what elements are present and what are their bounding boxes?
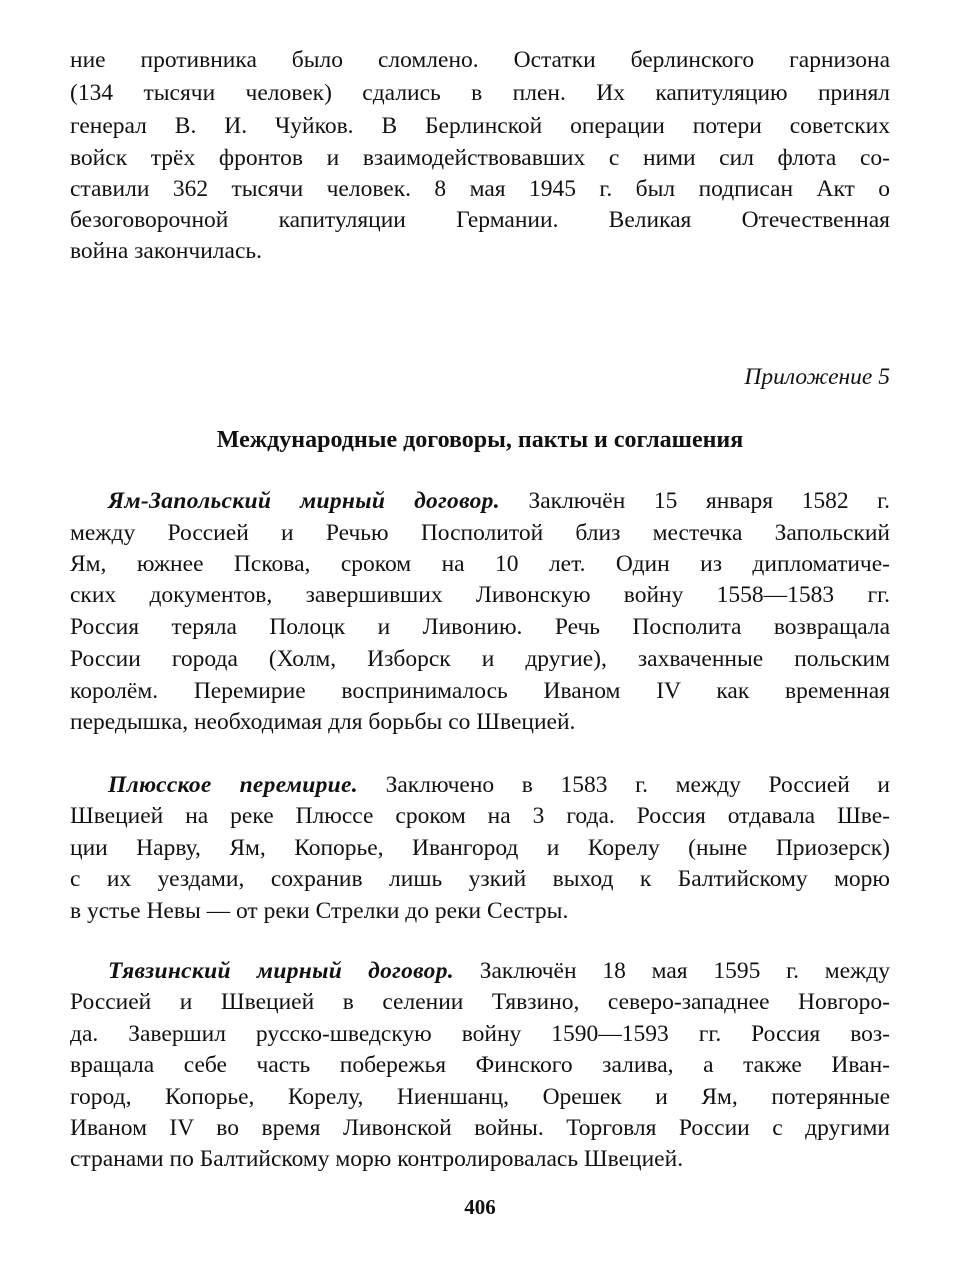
entry-first-line-text: Заключён 15 января 1582 г. <box>499 488 890 514</box>
entry-line: Швецией на реке Плюссе сроком на 3 года. Россия отдавала Шве- <box>70 803 890 829</box>
entry-first-line-text: Заключено в 1583 г. между Россией и <box>357 772 890 798</box>
entry-line: Россией и Швецией в селении Тявзино, северо-западнее Новгоро- <box>70 989 890 1015</box>
entry-line: королём. Перемирие воспринималось Иваном IV как временная <box>70 678 890 704</box>
entry-line: с их уездами, сохранив лишь узкий выход к Балтийскому морю <box>70 866 890 892</box>
page-number: 406 <box>464 1195 496 1219</box>
entry-line: вращала себе часть побережья Финского залива, а также Иван- <box>70 1052 890 1078</box>
entry-line: странами по Балтийскому морю контролировалась Швецией. <box>70 1146 684 1172</box>
intro-line: войск трёх фронтов и взаимодействовавших с ними сил флота со- <box>70 145 890 171</box>
entry-first-line-text: Заключён 18 мая 1595 г. между <box>453 958 890 984</box>
appendix-label: Приложение 5 <box>744 364 890 390</box>
entry-line: ских документов, завершивших Ливонскую войну 1558—1583 гг. <box>70 582 890 608</box>
intro-line: война закончилась. <box>70 238 262 264</box>
entry-line: Россия теряла Полоцк и Ливонию. Речь Посполита возвращала <box>70 614 890 640</box>
entry-line: Иваном IV во время Ливонской войны. Торговля России с другими <box>70 1115 890 1141</box>
entry-line: ции Нарву, Ям, Копорье, Ивангород и Корелу (ныне Приозерск) <box>70 835 890 861</box>
intro-line: генерал В. И. Чуйков. В Берлинской операции потери советских <box>70 113 890 139</box>
entry-line: город, Копорье, Корелу, Ниеншанц, Орешек и Ям, потерянные <box>70 1084 890 1110</box>
entry-first-line <box>70 770 890 801</box>
section-title: Международные договоры, пакты и соглашения <box>216 427 744 453</box>
entry-first-line <box>70 486 890 517</box>
intro-line: безоговорочной капитуляции Германии. Великая Отечественная <box>70 207 890 233</box>
entry-term: Тявзинский мирный договор. <box>108 958 454 984</box>
book-page <box>70 0 890 1268</box>
entry-term: Плюсское перемирие. <box>108 772 358 798</box>
entry-term: Ям-Запольский мирный договор. <box>108 488 500 514</box>
intro-line: ставили 362 тысячи человек. 8 мая 1945 г. был подписан Акт о <box>70 176 890 202</box>
entry-line: передышка, необходимая для борьбы со Швецией. <box>70 709 576 735</box>
entry-line: Ям, южнее Пскова, сроком на 10 лет. Один из дипломатиче- <box>70 551 890 577</box>
entry-line: да. Завершил русско-шведскую войну 1590—1593 гг. Россия воз- <box>70 1021 890 1047</box>
entry-first-line <box>70 956 890 987</box>
entry-line: в устье Невы — от реки Стрелки до реки Сестры. <box>70 898 569 924</box>
entry-line: между Россией и Речью Посполитой близ местечка Запольский <box>70 520 890 546</box>
intro-line: ние противника было сломлено. Остатки берлинского гарнизона <box>70 47 890 73</box>
intro-line: (134 тысячи человек) сдались в плен. Их капитуляцию принял <box>70 80 890 106</box>
entry-line: России города (Холм, Изборск и другие), захваченные польским <box>70 646 890 672</box>
